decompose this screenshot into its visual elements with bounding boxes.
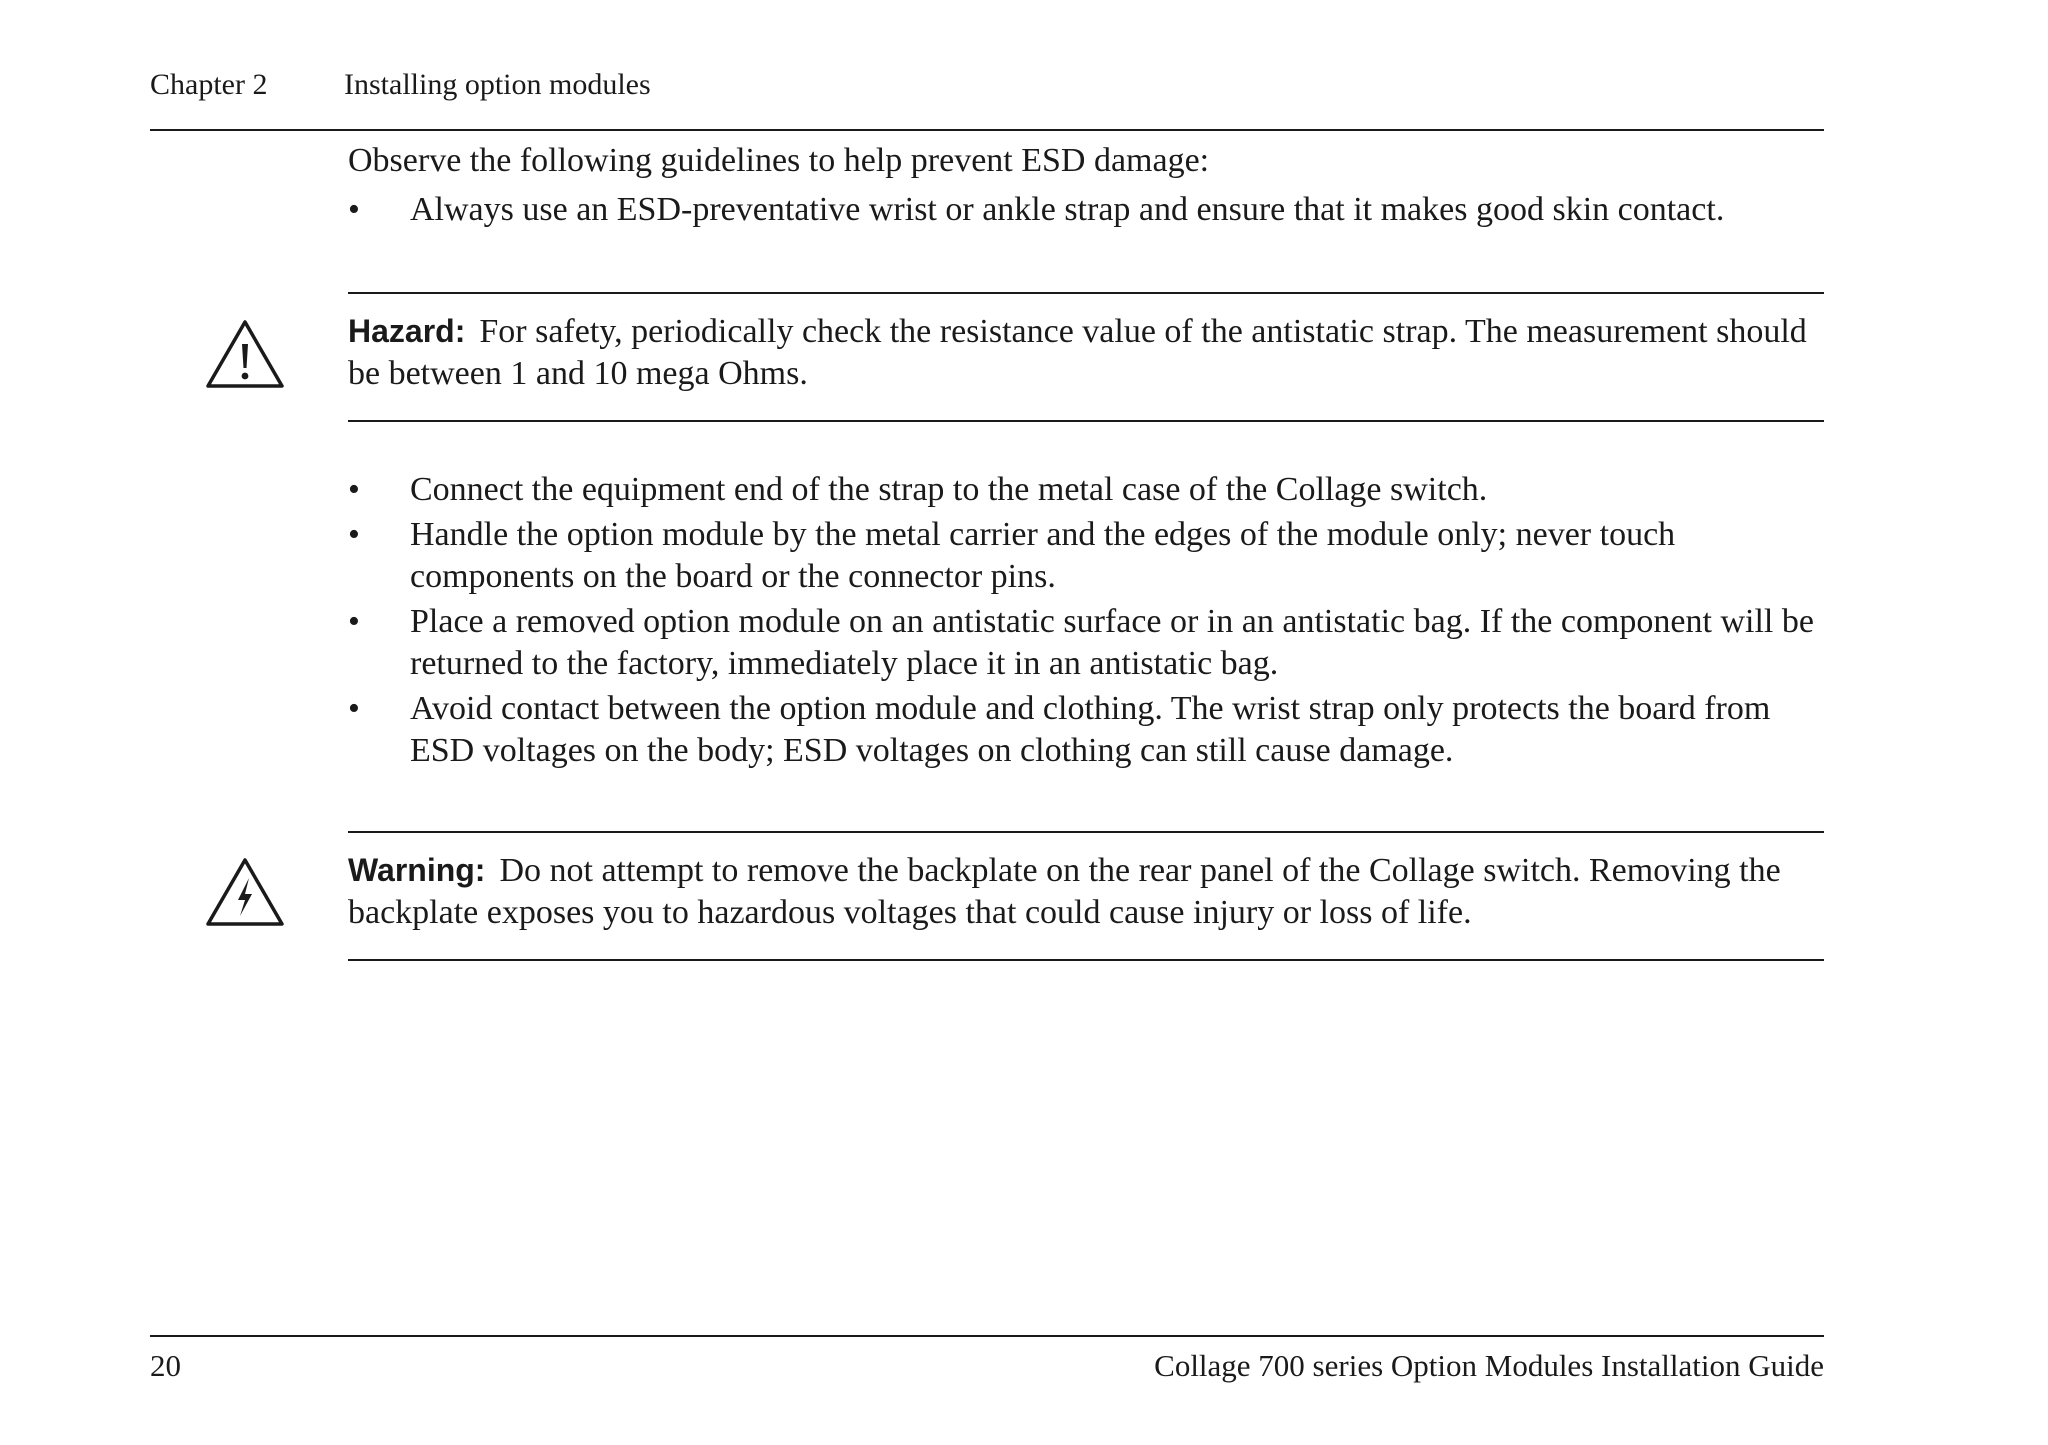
list-item	[348, 469, 1828, 511]
list-item	[348, 688, 1828, 772]
list-item-text: Connect the equipment end of the strap to the metal case of the Collage switch.	[410, 471, 1488, 508]
list-item-text: Handle the option module by the metal carrier and the edges of the module only; never touch components on the board or the connector pins.	[410, 516, 1676, 595]
list-item	[348, 514, 1828, 598]
bullet-marker: •	[348, 191, 360, 228]
hazard-label: Hazard:	[348, 313, 466, 349]
bullet-list-second	[348, 469, 1828, 775]
header-rule	[150, 129, 1824, 131]
list-item-text: Place a removed option module on an antistatic surface or in an antistatic bag. If the component will be returned to the factory, immediately place it in an antistatic bag.	[410, 603, 1814, 682]
list-item	[348, 601, 1828, 685]
intro-paragraph: Observe the following guidelines to help prevent ESD damage:	[348, 142, 1210, 179]
warning-label: Warning:	[348, 852, 486, 888]
warning-paragraph	[348, 849, 1824, 934]
book-title: Collage 700 series Option Modules Installation Guide	[1154, 1348, 1824, 1383]
caution-triangle-icon	[205, 318, 285, 390]
bullet-marker: •	[348, 690, 360, 727]
footer-rule	[150, 1335, 1824, 1337]
hazard-notice	[348, 292, 1824, 422]
chapter-title: Installing option modules	[344, 68, 651, 101]
list-item-text: Always use an ESD-preventative wrist or ankle strap and ensure that it makes good skin contact.	[410, 191, 1725, 228]
hazard-paragraph	[348, 310, 1824, 395]
warning-notice	[348, 831, 1824, 961]
chapter-number: Chapter 2	[150, 68, 268, 101]
bullet-marker: •	[348, 603, 360, 640]
list-item-text: Avoid contact between the option module and clothing. The wrist strap only protects the board from ESD voltages on the body; ESD voltages on clothing can still cause damage.	[410, 690, 1771, 769]
page-number: 20	[150, 1348, 181, 1383]
list-item	[348, 189, 1828, 231]
hazard-text: For safety, periodically check the resistance value of the antistatic strap. The measurement should be between 1 and 10 mega Ohms.	[348, 313, 1807, 392]
warning-text: Do not attempt to remove the backplate on the rear panel of the Collage switch. Removing the backplate exposes you to hazardous voltages that could cause injury or loss of life.	[348, 852, 1781, 931]
bullet-list-first	[348, 189, 1828, 234]
electrical-hazard-icon	[205, 856, 285, 928]
bullet-marker: •	[348, 516, 360, 553]
bullet-marker: •	[348, 471, 360, 508]
